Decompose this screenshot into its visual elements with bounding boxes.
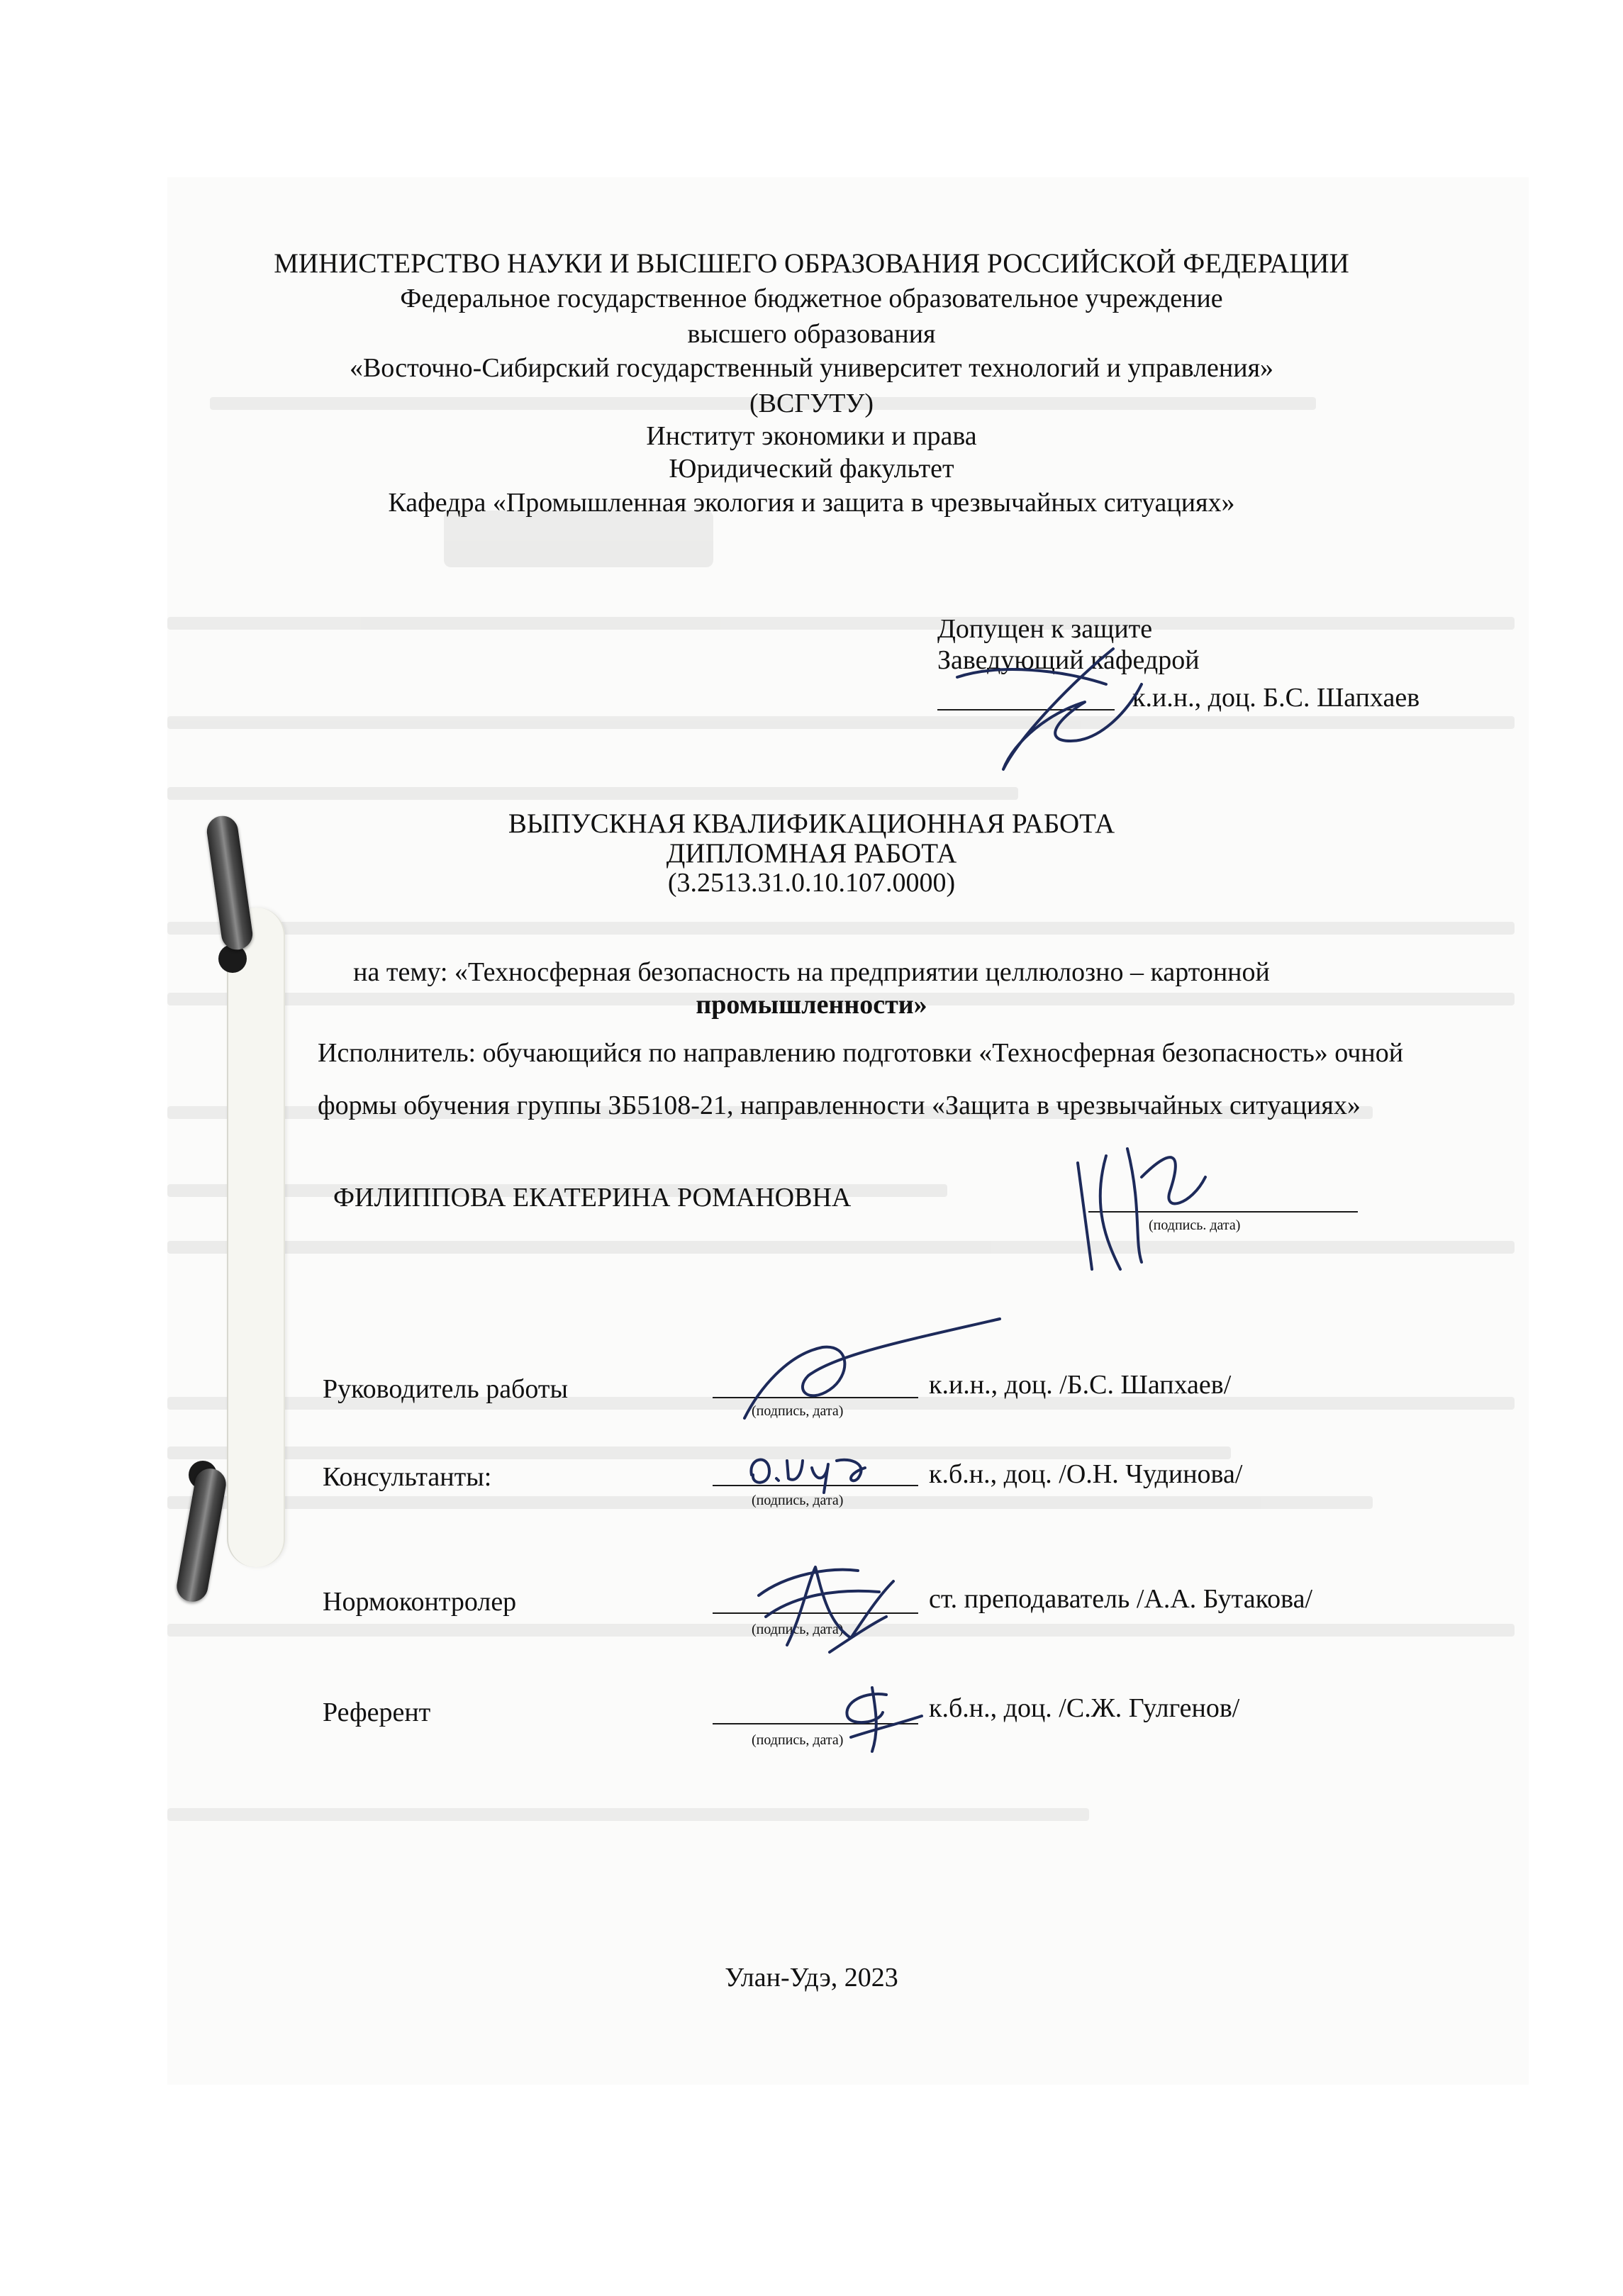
university-abbreviation: (ВСГУТУ) xyxy=(749,389,874,418)
ministry-heading: МИНИСТЕРСТВО НАУКИ И ВЫСШЕГО ОБРАЗОВАНИЯ РОССИЙСКОЙ ФЕДЕРАЦИИ xyxy=(274,248,1349,279)
admitted-label: Допущен к защите xyxy=(937,614,1153,644)
consultants-role: Консультанты: xyxy=(323,1462,492,1492)
executor-name: ФИЛИППОВА ЕКАТЕРИНА РОМАНОВНА xyxy=(333,1183,852,1213)
consultant-signature xyxy=(744,1447,886,1496)
supervisor-sign-caption: (подпись, дата) xyxy=(752,1403,844,1419)
institute-name: Институт экономики и права xyxy=(646,421,977,451)
referent-name: к.б.н., доц. /С.Ж. Гулгенов/ xyxy=(929,1693,1240,1723)
institution-level: высшего образования xyxy=(687,319,936,349)
work-type-heading: ВЫПУСКНАЯ КВАЛИФИКАЦИОННАЯ РАБОТА xyxy=(508,808,1115,839)
topic-line-2: промышленности» xyxy=(696,990,927,1020)
executor-line-1: Исполнитель: обучающийся по направлению подготовки «Техносферная безопасность» очной xyxy=(318,1038,1404,1068)
referent-role: Референт xyxy=(323,1698,431,1727)
head-signature xyxy=(936,635,1170,776)
work-code: (3.2513.31.0.10.107.0000) xyxy=(667,868,956,898)
normcontroller-role: Нормоконтролер xyxy=(323,1587,517,1617)
supervisor-role: Руководитель работы xyxy=(323,1374,569,1404)
department-name: Кафедра «Промышленная экология и защита в чрезвычайных ситуациях» xyxy=(388,488,1235,518)
normcontroller-sign-caption: (подпись, дата) xyxy=(752,1622,844,1637)
referent-sign-caption: (подпись, дата) xyxy=(752,1732,844,1748)
city-year: Улан-Удэ, 2023 xyxy=(725,1963,898,1993)
referent-signature xyxy=(822,1681,929,1759)
work-kind-heading: ДИПЛОМНАЯ РАБОТА xyxy=(666,838,957,869)
normcontroller-name: ст. преподаватель /А.А. Бутакова/ xyxy=(929,1584,1312,1614)
head-of-department-name: к.и.н., доц. Б.С. Шапхаев xyxy=(1132,683,1420,713)
supervisor-name: к.и.н., доц. /Б.С. Шапхаев/ xyxy=(929,1370,1232,1400)
institution-type: Федеральное государственное бюджетное образовательное учреждение xyxy=(400,284,1223,313)
consultant-sign-caption: (подпись, дата) xyxy=(752,1493,844,1508)
binder-strip xyxy=(227,908,285,1567)
faculty-name: Юридический факультет xyxy=(669,454,954,484)
executor-line-2: формы обучения группы ЗБ5108-21, направленности «Защита в чрезвычайных ситуациях» xyxy=(318,1091,1361,1120)
consultant-name: к.б.н., доц. /О.Н. Чудинова/ xyxy=(929,1459,1243,1489)
head-of-department-label: Заведующий кафедрой xyxy=(937,645,1200,675)
executor-signature xyxy=(1064,1120,1234,1276)
normcontroller-signature xyxy=(744,1553,915,1659)
supervisor-signature xyxy=(730,1312,1028,1425)
executor-sign-caption: (подпись. дата) xyxy=(1149,1217,1241,1233)
university-name: «Восточно-Сибирский государственный университет технологий и управления» xyxy=(349,353,1274,383)
topic-line-1: на тему: «Техносферная безопасность на предприятии целлюлозно – картонной xyxy=(353,957,1270,987)
